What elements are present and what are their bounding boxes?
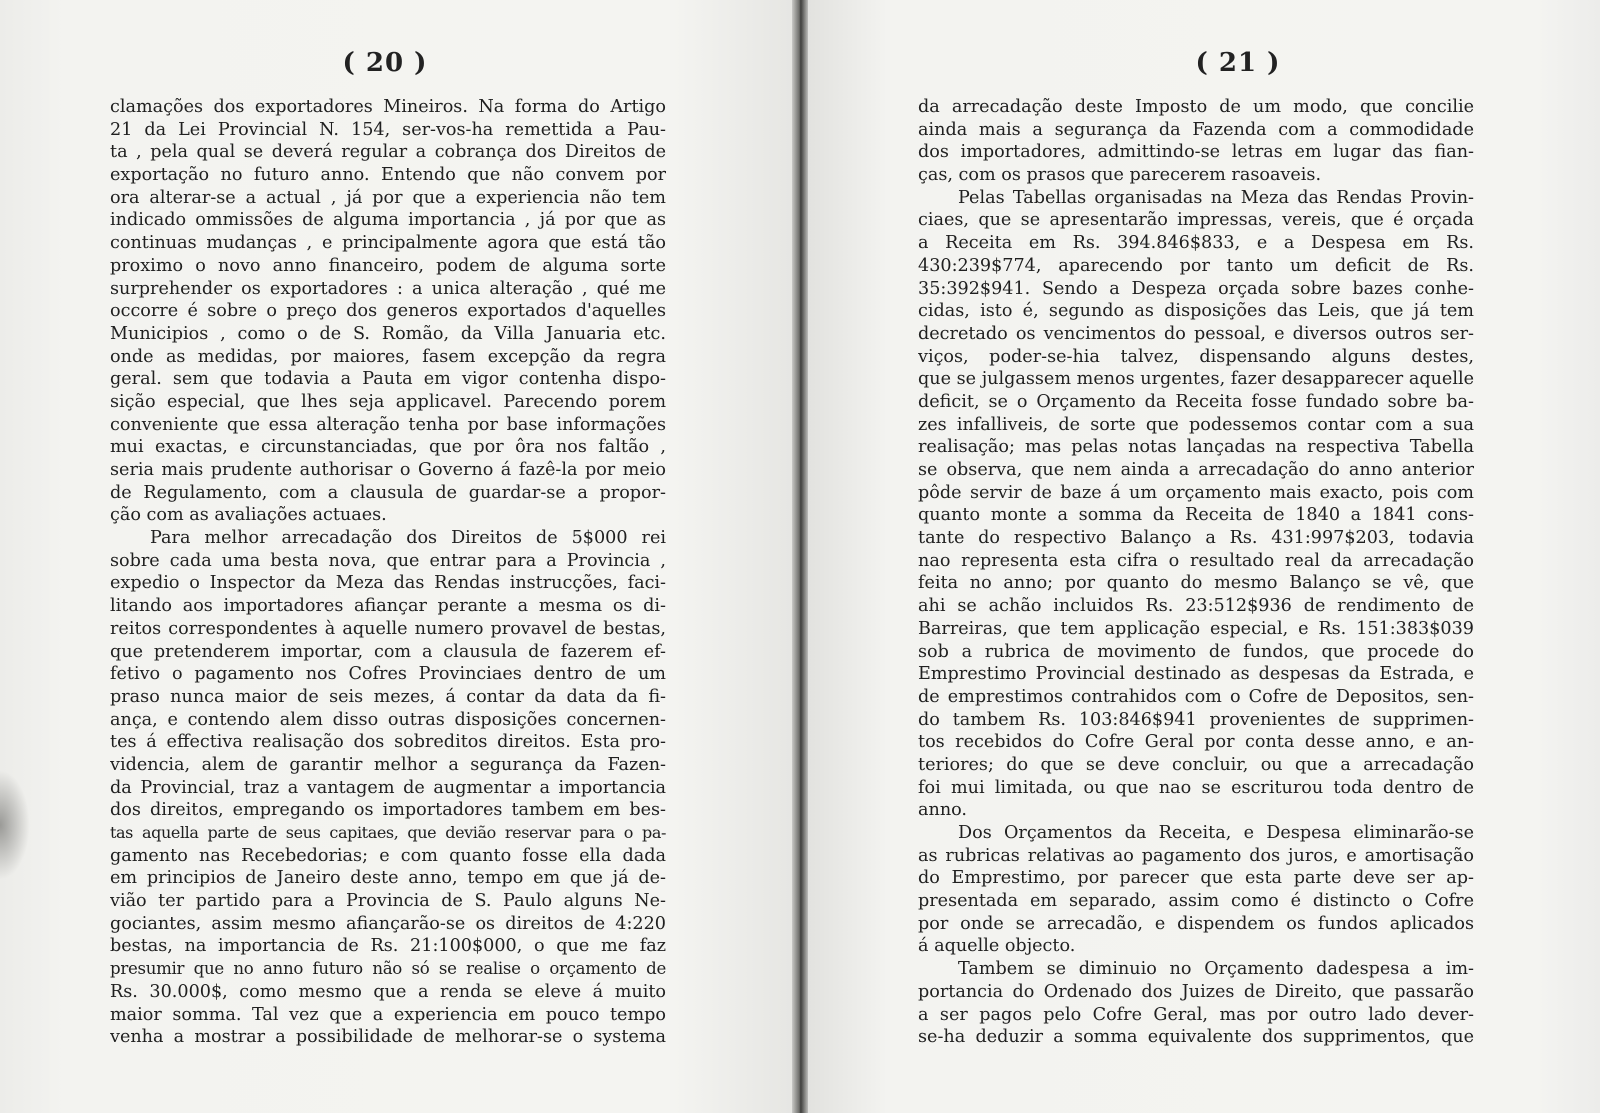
text-line: da arrecadação deste Imposto de um modo, que concilie bbox=[918, 97, 1474, 117]
text-line: Rs. 30.000$, como mesmo que a renda se eleve á muito bbox=[110, 981, 666, 1002]
text-line: Barreiras, que tem applicação especial, e Rs. 151:383$039 bbox=[918, 618, 1474, 639]
right-page bbox=[808, 0, 1600, 1113]
text-line: ciaes, que se apresentarão impressas, vereis, que é orçada bbox=[918, 210, 1474, 231]
text-line: seria mais prudente authorisar o Governo á fazê-la por meio bbox=[110, 460, 666, 480]
text-line: vião ter partido para a Provincia de S. Paulo alguns Ne- bbox=[110, 891, 666, 912]
text-line: ção com as avaliações actuaes. bbox=[110, 505, 387, 526]
text-line: por onde se arrecadão, e dispendem os fundos aplicados bbox=[918, 913, 1474, 934]
text-line: ahi se achão incluidos Rs. 23:512$936 de rendimento de bbox=[918, 596, 1474, 617]
text-line: a ser pagos pelo Cofre Geral, mas por outro lado dever- bbox=[918, 1004, 1474, 1025]
text-line: tos recebidos do Cofre Geral por conta desse anno, e an- bbox=[918, 732, 1474, 753]
text-line: expedio o Inspector da Meza das Rendas instrucções, faci- bbox=[110, 573, 666, 594]
text-line: viços, poder-se-hia talvez, dispensando alguns destes, bbox=[918, 346, 1474, 367]
page-number-right: ( 21 ) bbox=[1195, 48, 1281, 78]
text-line: se observa, que nem ainda a arrecadação do anno anterior bbox=[918, 460, 1474, 480]
text-line: foi mui limitada, ou que nao se escriturou toda dentro de bbox=[918, 777, 1474, 798]
text-line: de Regulamento, com a clausula de guardar-se a propor- bbox=[110, 482, 666, 503]
text-line: de emprestimos contrahidos com o Cofre de Depositos, sen- bbox=[918, 686, 1474, 707]
text-line: occorre é sobre o preço dos generos exportados d'aquelles bbox=[110, 301, 666, 322]
text-line: proximo o novo anno financeiro, podem de alguma sorte bbox=[110, 255, 666, 276]
text-line: as rubricas relativas ao pagamento dos juros, e amortisação bbox=[918, 845, 1474, 866]
text-line: do tambem Rs. 103:846$941 provenientes de supprimen- bbox=[918, 709, 1474, 730]
text-line: gamento nas Recebedorias; e com quanto fosse ella dada bbox=[110, 845, 666, 866]
text-line: que se julgassem menos urgentes, fazer desapparecer aquelle bbox=[918, 369, 1474, 390]
text-line: Pelas Tabellas organisadas na Meza das Rendas Provin- bbox=[958, 187, 1474, 208]
text-line: sobre cada uma besta nova, que entrar para a Provincia , bbox=[110, 550, 666, 571]
text-line: presentada em separado, assim como é distincto o Cofre bbox=[918, 891, 1474, 912]
text-line: pôde servir de baze á um orçamento mais exacto, pois com bbox=[918, 482, 1474, 503]
text-line: decretado os vencimentos do pessoal, e diversos outros ser- bbox=[918, 323, 1474, 344]
text-line: portancia do Ordenado dos Juizes de Direito, que passarão bbox=[918, 981, 1474, 1002]
text-line: quanto monte a somma da Receita de 1840 a 1841 cons- bbox=[918, 505, 1474, 526]
text-line: realisação; mas pelas notas lançadas na respectiva Tabella bbox=[918, 437, 1474, 458]
text-line: fetivo o pagamento nos Cofres Provinciaes dentro de um bbox=[110, 664, 666, 685]
text-line: indicado ommissões de alguma importancia , já por que as bbox=[110, 210, 666, 231]
text-line: venha a mostrar a possibilidade de melhorar-se o systema bbox=[110, 1027, 666, 1048]
text-line: ças, com os prasos que parecerem rasoaveis. bbox=[918, 165, 1322, 186]
text-line: deficit, se o Orçamento da Receita fosse fundado sobre ba- bbox=[918, 391, 1474, 412]
text-line: praso nunca maior de seis mezes, á contar da data da fi- bbox=[110, 686, 666, 707]
text-line: dos direitos, empregando os importadores tambem em bes- bbox=[110, 800, 666, 821]
text-line: zes infalliveis, de sorte que podessemos contar com a sua bbox=[918, 414, 1474, 435]
text-line: sição especial, que lhes seja applicavel. Parecendo porem bbox=[110, 391, 666, 412]
text-line: surprehender os exportadores : a unica alteração , qué me bbox=[110, 278, 666, 299]
text-line: clamações dos exportadores Mineiros. Na forma do Artigo bbox=[110, 97, 666, 117]
text-line: do Emprestimo, por parecer que esta parte deve ser ap- bbox=[918, 868, 1474, 889]
text-line: continuas mudanças , e principalmente agora que está tão bbox=[110, 233, 666, 254]
text-line: bestas, na importancia de Rs. 21:100$000, o que me faz bbox=[110, 936, 666, 957]
text-line: videncia, alem de garantir melhor a segurança da Fazen- bbox=[110, 754, 666, 775]
left-page bbox=[0, 0, 792, 1113]
text-line: cidas, isto é, segundo as disposições das Leis, que já tem bbox=[918, 301, 1474, 322]
text-line: dos importadores, admittindo-se letras em lugar das fian- bbox=[918, 142, 1474, 163]
text-line: sob a rubrica de movimento de fundos, que procede do bbox=[918, 641, 1474, 662]
text-line: conveniente que essa alteração tenha por base informações bbox=[110, 414, 666, 435]
text-line: anno. bbox=[918, 800, 968, 821]
text-line: presumir que no anno futuro não só se realise o orçamento de bbox=[110, 959, 666, 979]
text-line: exportação no futuro anno. Entendo que não convem por bbox=[110, 165, 666, 186]
text-line: ainda mais a segurança da Fazenda com a commodidade bbox=[918, 119, 1474, 140]
text-line: 430:239$774, aparecendo por tanto um deficit de Rs. bbox=[918, 255, 1474, 276]
text-line: em principios de Janeiro deste anno, tempo em que já de- bbox=[110, 868, 666, 889]
text-line: tas aquella parte de seus capitaes, que devião reservar para o pa- bbox=[110, 823, 666, 842]
text-line: geral. sem que todavia a Pauta em vigor contenha dispo- bbox=[110, 369, 666, 390]
text-line: que pretenderem importar, com a clausula de fazerem ef- bbox=[110, 641, 666, 662]
text-line: Municipios , como o de S. Romão, da Villa Januaria etc. bbox=[110, 323, 666, 344]
text-line: reitos correspondentes à aquelle numero provavel de bestas, bbox=[110, 618, 666, 639]
book-gutter bbox=[792, 0, 808, 1113]
text-line: Dos Orçamentos da Receita, e Despesa eliminarão-se bbox=[958, 823, 1474, 843]
text-line: ança, e contendo alem disso outras disposições concernen- bbox=[110, 709, 666, 730]
text-line: Emprestimo Provincial destinado as despesas da Estrada, e bbox=[918, 664, 1474, 685]
text-line: gociantes, assim mesmo afiançarão-se os direitos de 4:220 bbox=[110, 913, 666, 934]
text-line: tante do respectivo Balanço a Rs. 431:997$203, todavia bbox=[918, 528, 1474, 549]
text-line: nao representa esta cifra o resultado real da arrecadação bbox=[918, 550, 1474, 571]
page-number-left: ( 20 ) bbox=[342, 48, 428, 78]
text-line: litando aos importadores afiançar perante a mesma os di- bbox=[110, 596, 666, 617]
text-line: 21 da Lei Provincial N. 154, ser-vos-ha remettida a Pau- bbox=[110, 119, 666, 140]
text-line: teriores; do que se deve concluir, ou que a arrecadação bbox=[918, 754, 1474, 775]
text-line: maior somma. Tal vez que a experiencia em pouco tempo bbox=[110, 1004, 666, 1025]
text-line: ora alterar-se a actual , já por que a experiencia não tem bbox=[110, 187, 666, 208]
text-line: a Receita em Rs. 394.846$833, e a Despesa em Rs. bbox=[918, 233, 1474, 254]
scan-shadow bbox=[0, 770, 30, 880]
right-page-text bbox=[918, 96, 1474, 1049]
text-line: tes á effectiva realisação dos sobreditos direitos. Esta pro- bbox=[110, 732, 666, 753]
text-line: onde as medidas, por maiores, fasem excepção da regra bbox=[110, 346, 666, 367]
left-page-text bbox=[110, 96, 666, 1049]
text-line: Tambem se diminuio no Orçamento dadespesa a im- bbox=[958, 959, 1474, 980]
text-line: 35:392$941. Sendo a Despeza orçada sobre bazes conhe- bbox=[918, 278, 1474, 299]
text-line: feita no anno; por quanto do mesmo Balanço se vê, que bbox=[918, 573, 1474, 594]
text-line: da Provincial, traz a vantagem de augmentar a importancia bbox=[110, 777, 666, 798]
text-line: á aquelle objecto. bbox=[918, 936, 1076, 957]
text-line: ta , pela qual se deverá regular a cobrança dos Direitos de bbox=[110, 142, 666, 163]
text-line: se-ha deduzir a somma equivalente dos supprimentos, que bbox=[918, 1027, 1474, 1048]
text-line: Para melhor arrecadação dos Direitos de 5$000 rei bbox=[150, 528, 666, 549]
text-line: mui exactas, e circunstanciadas, que por ôra nos faltão , bbox=[110, 437, 666, 458]
